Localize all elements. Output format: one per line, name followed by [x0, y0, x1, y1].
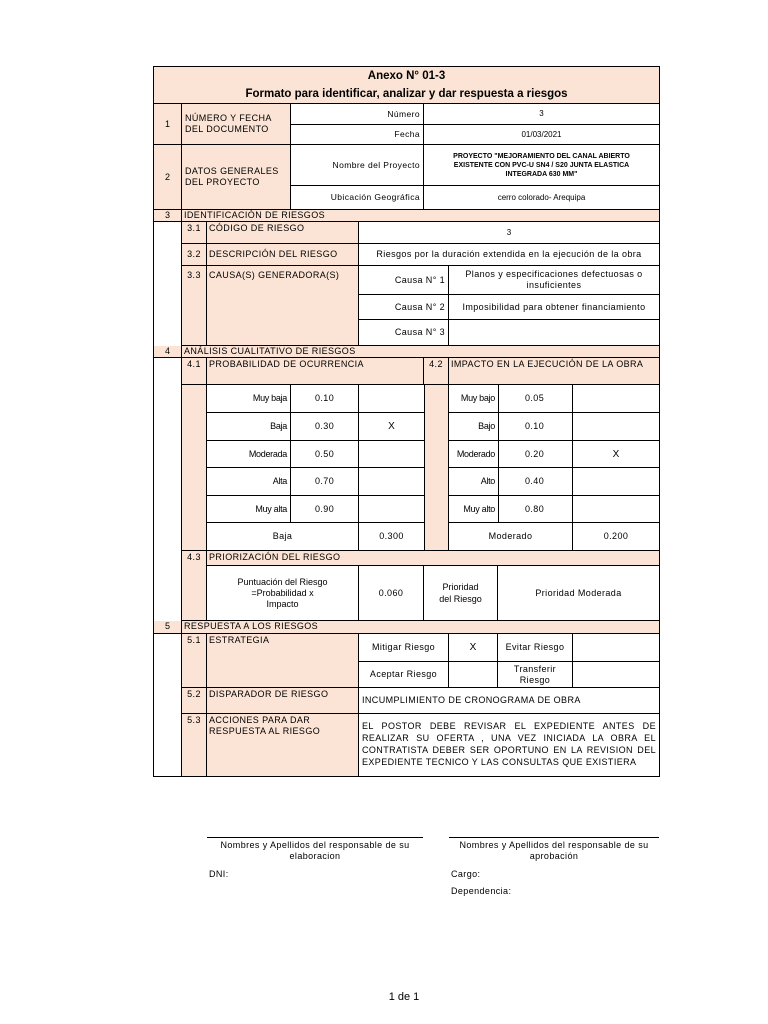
prob-value: 0.90: [291, 496, 359, 523]
causa-2-value: Imposibilidad para obtener financiamiento: [449, 295, 659, 320]
imp-mark: [573, 413, 659, 441]
section-5-spine: [154, 634, 182, 776]
causa-3-value: [449, 320, 659, 346]
c41-number: 4.1: [182, 358, 207, 385]
c52-number: 5.2: [182, 688, 207, 714]
imp-label: Alto: [449, 468, 499, 496]
fecha-value: 01/03/2021: [424, 125, 659, 145]
right-cargo-label: Cargo:: [451, 869, 481, 879]
causa-1-value: Planos y especificaciones defectuosas o insuficientes: [449, 266, 659, 295]
c41-spine: [182, 385, 207, 551]
prob-mark: [359, 441, 424, 468]
section-2-number: 2: [154, 145, 182, 210]
form-subtitle: Formato para identificar, analizar y dar respuesta a riesgos: [245, 87, 568, 100]
imp-value: 0.80: [499, 496, 573, 523]
prob-value: 0.10: [291, 385, 359, 413]
transferir-mark: [573, 662, 659, 688]
c53-number: 5.3: [182, 714, 207, 776]
left-dni-label: DNI:: [209, 869, 229, 879]
prob-mark: [359, 496, 424, 523]
disparador-value: INCUMPLIMIENTO DE CRONOGRAMA DE OBRA: [359, 688, 659, 714]
prob-value: 0.30: [291, 413, 359, 441]
section-5-number: 5: [154, 621, 182, 634]
prob-result-label: Baja: [207, 523, 359, 551]
puntuacion-value: 0.060: [359, 566, 424, 621]
imp-result-value: 0.200: [573, 523, 659, 551]
imp-label: Moderado: [449, 441, 499, 468]
section-5-title: RESPUESTA A LOS RIESGOS: [182, 621, 659, 634]
c52-label: DISPARADOR DE RIESGO: [207, 688, 359, 714]
right-signature-caption: Nombres y Apellidos del responsable de su aprobación: [459, 840, 649, 861]
descripcion-riesgo-value: Riesgos por la duración extendida en la ejecución de la obra: [359, 244, 659, 266]
mitigar-label: Mitigar Riesgo: [359, 634, 449, 662]
prob-label: Muy alta: [207, 496, 291, 523]
nombre-proyecto-value: PROYECTO "MEJORAMIENTO DEL CANAL ABIERTO EXISTENTE CON PVC-U SN4 / S20 JUNTA ELASTICA INTEGRADA 630 MM": [424, 145, 659, 186]
prob-value: 0.50: [291, 441, 359, 468]
right-dependencia-label: Dependencia:: [451, 886, 512, 896]
prob-value: 0.70: [291, 468, 359, 496]
section-3-spine: [154, 222, 182, 346]
prob-result-value: 0.300: [359, 523, 424, 551]
ubicacion-value: cerro colorado- Arequipa: [424, 186, 659, 210]
imp-mark: X: [573, 441, 659, 468]
annex-title: Anexo N° 01-3: [367, 69, 446, 82]
c51-number: 5.1: [182, 634, 207, 688]
numero-value: 3: [424, 104, 659, 125]
causa-2-label: Causa N° 2: [359, 295, 449, 320]
evitar-mark: [573, 634, 659, 662]
page-number: 1 de 1: [388, 991, 420, 1003]
aceptar-label: Aceptar Riesgo: [359, 662, 449, 688]
imp-label: Bajo: [449, 413, 499, 441]
imp-label: Muy bajo: [449, 385, 499, 413]
section-3-title: IDENTIFICACIÓN DE RIESGOS: [182, 210, 659, 222]
imp-result-label: Moderado: [449, 523, 573, 551]
c33-label: CAUSA(S) GENERADORA(S): [207, 266, 359, 346]
c42-spine: [424, 385, 449, 551]
imp-value: 0.20: [499, 441, 573, 468]
prob-label: Alta: [207, 468, 291, 496]
aceptar-mark: [449, 662, 498, 688]
section-4-spine: [154, 358, 182, 621]
c41-label: PROBABILIDAD DE OCURRENCIA: [207, 358, 424, 385]
c42-number: 4.2: [424, 358, 449, 385]
prioridad-label: Prioridad del Riesgo: [424, 566, 498, 621]
section-1-label: NÚMERO Y FECHA DEL DOCUMENTO: [182, 104, 291, 145]
imp-mark: [573, 496, 659, 523]
section-4-title: ANÁLISIS CUALITATIVO DE RIESGOS: [182, 346, 659, 358]
mitigar-mark: X: [449, 634, 498, 662]
causa-1-label: Causa N° 1: [359, 266, 449, 295]
prob-label: Moderada: [207, 441, 291, 468]
imp-value: 0.40: [499, 468, 573, 496]
prioridad-value: Prioridad Moderada: [498, 566, 659, 621]
c31-label: CÓDIGO DE RIESGO: [207, 222, 359, 244]
c43-number: 4.3: [182, 551, 207, 621]
c32-label: DESCRIPCIÓN DEL RIESGO: [207, 244, 359, 266]
c42-label: IMPACTO EN LA EJECUCIÓN DE LA OBRA: [449, 358, 659, 385]
codigo-riesgo-value: 3: [359, 222, 659, 244]
imp-value: 0.10: [499, 413, 573, 441]
c33-number: 3.3: [182, 266, 207, 346]
section-1-number: 1: [154, 104, 182, 145]
evitar-label: Evitar Riesgo: [498, 634, 573, 662]
imp-label: Muy alto: [449, 496, 499, 523]
prob-mark: X: [359, 413, 424, 441]
c31-number: 3.1: [182, 222, 207, 244]
puntuacion-label: Puntuación del Riesgo =Probabilidad x Impacto: [207, 566, 359, 621]
section-4-number: 4: [154, 346, 182, 358]
imp-mark: [573, 468, 659, 496]
c53-label: ACCIONES PARA DAR RESPUESTA AL RIESGO: [207, 714, 359, 776]
numero-label: Número: [291, 104, 424, 125]
fecha-label: Fecha: [291, 125, 424, 145]
section-2-label: DATOS GENERALES DEL PROYECTO: [182, 145, 291, 210]
prob-mark: [359, 468, 424, 496]
c32-number: 3.2: [182, 244, 207, 266]
imp-value: 0.05: [499, 385, 573, 413]
c51-label: ESTRATEGIA: [207, 634, 359, 688]
section-3-number: 3: [154, 210, 182, 222]
prob-label: Muy baja: [207, 385, 291, 413]
causa-3-label: Causa N° 3: [359, 320, 449, 346]
ubicacion-label: Ubicación Geográfica: [291, 186, 424, 210]
imp-mark: [573, 385, 659, 413]
left-signature-caption: Nombres y Apellidos del responsable de su elaboracion: [220, 840, 410, 861]
transferir-label: Transferir Riesgo: [498, 662, 573, 688]
prob-label: Baja: [207, 413, 291, 441]
nombre-proyecto-label: Nombre del Proyecto: [291, 145, 424, 186]
acciones-value: EL POSTOR DEBE REVISAR EL EXPEDIENTE ANTES DE REALIZAR SU OFERTA , UNA VEZ INICIADA LA OBRA EL CONTRATISTA DEBER SER OPORTUNO EN LA REVISION DEL EXPEDIENTE TECNICO Y LAS CONSULTAS QUE EXISTIERA: [362, 721, 656, 767]
prob-mark: [359, 385, 424, 413]
c43-label: PRIORIZACIÓN DEL RIESGO: [207, 551, 659, 566]
